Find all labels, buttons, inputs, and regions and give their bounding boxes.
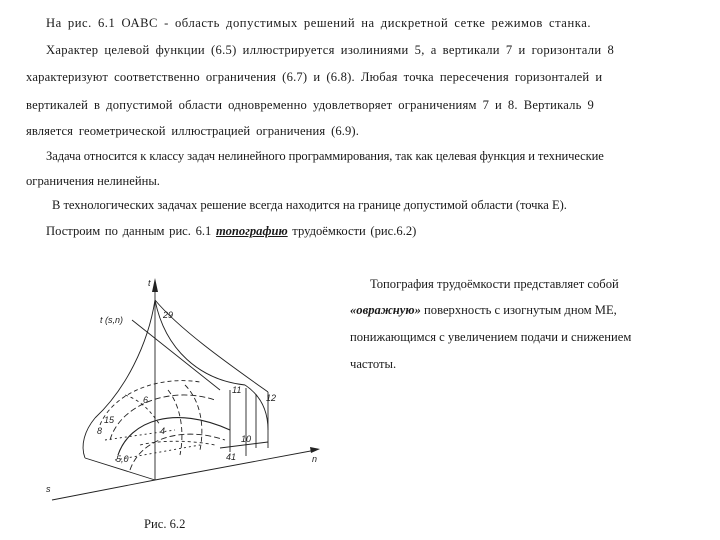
paragraph-line: характеризуют соответственно ограничения (6.7) и (6.8). Любая точка пересечения горизонталей и xyxy=(26,70,603,84)
paragraph-line: В технологических задачах решение всегда находится на границе допустимой области (точка Е). xyxy=(52,198,567,212)
point-label: 41 xyxy=(226,452,237,462)
point-label: 5,0 xyxy=(116,454,129,464)
point-label: 4 xyxy=(160,426,166,436)
paragraph-line: На рис. 6.1 ОАВС - область допустимых решений на дискретной сетке режимов станка. xyxy=(46,16,592,30)
isoline-curve xyxy=(130,434,225,470)
point-label: 6 xyxy=(143,395,149,405)
side-text-line: Топография трудоёмкости представляет собой xyxy=(370,277,619,291)
text-run: поверхность с изогнутым дном МЕ, xyxy=(420,303,617,317)
function-label: t (s,n) xyxy=(100,315,124,325)
emphasized-term: топографию xyxy=(215,224,288,238)
valley-bottom-curve xyxy=(118,418,230,455)
side-text-line: частоты. xyxy=(350,357,397,371)
isoline-curve xyxy=(140,441,215,445)
t-leader-line xyxy=(132,320,220,390)
point-label: 15 xyxy=(104,415,115,425)
point-label: 11 xyxy=(232,385,242,395)
surface-edge-line xyxy=(245,385,268,430)
isoline-curve xyxy=(100,381,200,425)
text-run: Построим по данным рис. 6.1 xyxy=(46,224,216,238)
surface-edge-line xyxy=(83,418,95,458)
t-axis-arrow xyxy=(152,278,158,292)
point-label: 10 xyxy=(241,434,252,444)
paragraph-line: является геометрической иллюстрацией ограничения (6.9). xyxy=(26,124,359,138)
n-axis-arrow xyxy=(310,447,320,453)
paragraph-line: вертикалей в допустимой области одновременно удовлетворяет ограничениям 7 и 8. Вертикаль 9 xyxy=(26,98,594,112)
point-label: 12 xyxy=(266,393,277,403)
paragraph-line: ограничения нелинейны. xyxy=(26,174,160,188)
s-axis-line xyxy=(52,480,155,500)
side-text-line: понижающимся с увеличением подачи и снижением xyxy=(350,330,632,344)
isoline-curve xyxy=(168,390,182,455)
point-label: 8 xyxy=(97,426,103,436)
axis-label: s xyxy=(46,484,51,494)
emphasized-term: «овражную» xyxy=(350,303,421,317)
text-run: трудоёмкости (рис.6.2) xyxy=(287,224,417,238)
axis-label: n xyxy=(312,454,318,464)
point-label: 29 xyxy=(163,310,174,320)
axis-label: t xyxy=(148,278,151,288)
paragraph-line: Задача относится к классу задач нелинейного программирования, так как целевая функция и технические xyxy=(46,149,604,163)
figure-caption: Рис. 6.2 xyxy=(144,517,186,531)
paragraph-line: Характер целевой функции (6.5) иллюстрируется изолиниями 5, а вертикали 7 и горизонтали 8 xyxy=(46,43,615,57)
